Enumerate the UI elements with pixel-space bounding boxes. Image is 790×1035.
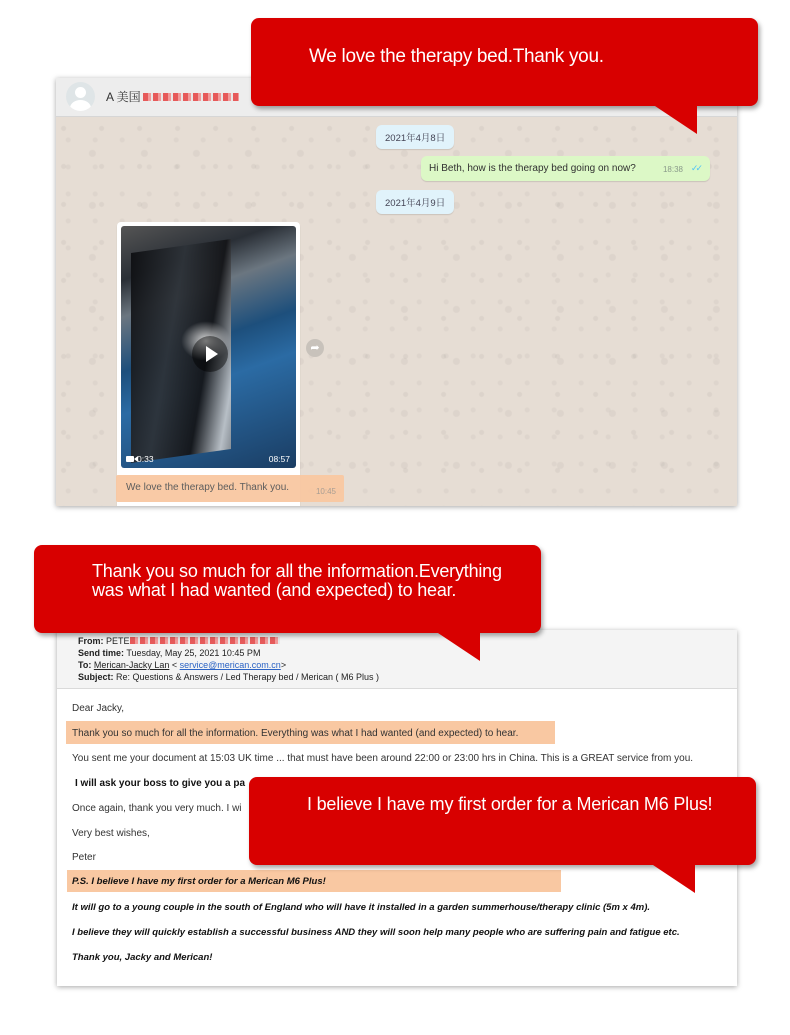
ps-line: P.S. I believe I have my first order for a Merican M6 Plus! — [72, 876, 326, 887]
video-camera-icon — [126, 456, 134, 462]
video-duration-text: 0:33 — [137, 454, 154, 464]
video-thumbnail[interactable] — [121, 226, 296, 468]
to-email-link[interactable]: service@merican.com.cn — [179, 660, 281, 670]
video-duration — [126, 454, 154, 464]
redacted-name — [143, 93, 239, 101]
body-line-4: Once again, thank you very much. I wi — [72, 803, 242, 814]
to-label: To: — [78, 660, 92, 670]
callout-bubble-middle — [34, 545, 541, 633]
subject-value: Re: Questions & Answers / Led Therapy bed / Merican ( M6 Plus ) — [116, 672, 379, 682]
callout-bubble-bottom — [249, 777, 756, 865]
from-value: PETE — [106, 636, 130, 646]
contact-name[interactable] — [106, 88, 239, 105]
callout-text: We love the therapy bed.Thank you. — [309, 46, 604, 67]
redacted-sender — [130, 637, 280, 644]
forward-icon[interactable]: ➦ — [306, 339, 324, 357]
email-header — [57, 630, 737, 689]
signature: Peter — [72, 852, 96, 863]
date-divider: 2021年4月9日 — [376, 190, 454, 214]
send-time-row — [78, 648, 260, 658]
message-time: 18:38 — [662, 165, 683, 174]
body-line-1: Thank you so much for all the information. Everything was what I had wanted (and expected) to hear. — [72, 728, 519, 739]
video-timestamp: 08:57 — [268, 454, 290, 464]
body-line-7: It will go to a young couple in the south of England who will have it installed in a garden summerhouse/therapy clinic (5m x 4m). — [72, 902, 650, 913]
subject-row — [78, 672, 379, 682]
from-label: From: — [78, 636, 104, 646]
to-row: To: Merican-Jacky Lan < service@merican.com.cn> — [78, 660, 287, 670]
from-row — [78, 636, 280, 646]
send-time-label: Send time: — [78, 648, 125, 658]
message-text: Hi Beth, how is the therapy bed going on now? — [429, 163, 636, 174]
contact-name-text: A 美国 — [106, 90, 141, 104]
subject-label: Subject: — [78, 672, 114, 682]
greeting: Dear Jacky, — [72, 703, 125, 714]
caption-text: We love the therapy bed. Thank you. — [126, 482, 290, 493]
to-name[interactable]: Merican-Jacky Lan — [93, 660, 170, 670]
callout-text: Thank you so much for all the information.Everything was what I had wanted (and expected) to hear. — [92, 561, 502, 600]
outgoing-message[interactable] — [421, 156, 710, 181]
send-time-value: Tuesday, May 25, 2021 10:45 PM — [126, 648, 261, 658]
caption-time: 10:45 — [315, 487, 336, 496]
body-line-5: Very best wishes, — [72, 828, 150, 839]
body-line-2: You sent me your document at 15:03 UK time ... that must have been around 22:00 or 23:00 hrs in China. This is a GREAT service from you. — [72, 753, 694, 764]
play-icon[interactable] — [192, 336, 228, 372]
whatsapp-chat-panel — [56, 78, 737, 506]
read-ticks-icon: ✓✓ — [690, 163, 700, 173]
video-caption — [116, 475, 344, 502]
body-line-8: I believe they will quickly establish a successful business AND they will soon help many people who are suffering pain and fatigue etc. — [72, 927, 680, 938]
date-divider: 2021年4月8日 — [376, 125, 454, 149]
body-line-3: I will ask your boss to give you a pa — [75, 778, 246, 789]
body-line-9: Thank you, Jacky and Merican! — [72, 952, 213, 963]
contact-avatar[interactable] — [66, 82, 95, 111]
callout-bubble-top — [251, 18, 758, 106]
video-message[interactable] — [117, 222, 300, 506]
callout-text: I believe I have my first order for a Merican M6 Plus! — [307, 794, 713, 814]
chat-body — [56, 117, 737, 506]
